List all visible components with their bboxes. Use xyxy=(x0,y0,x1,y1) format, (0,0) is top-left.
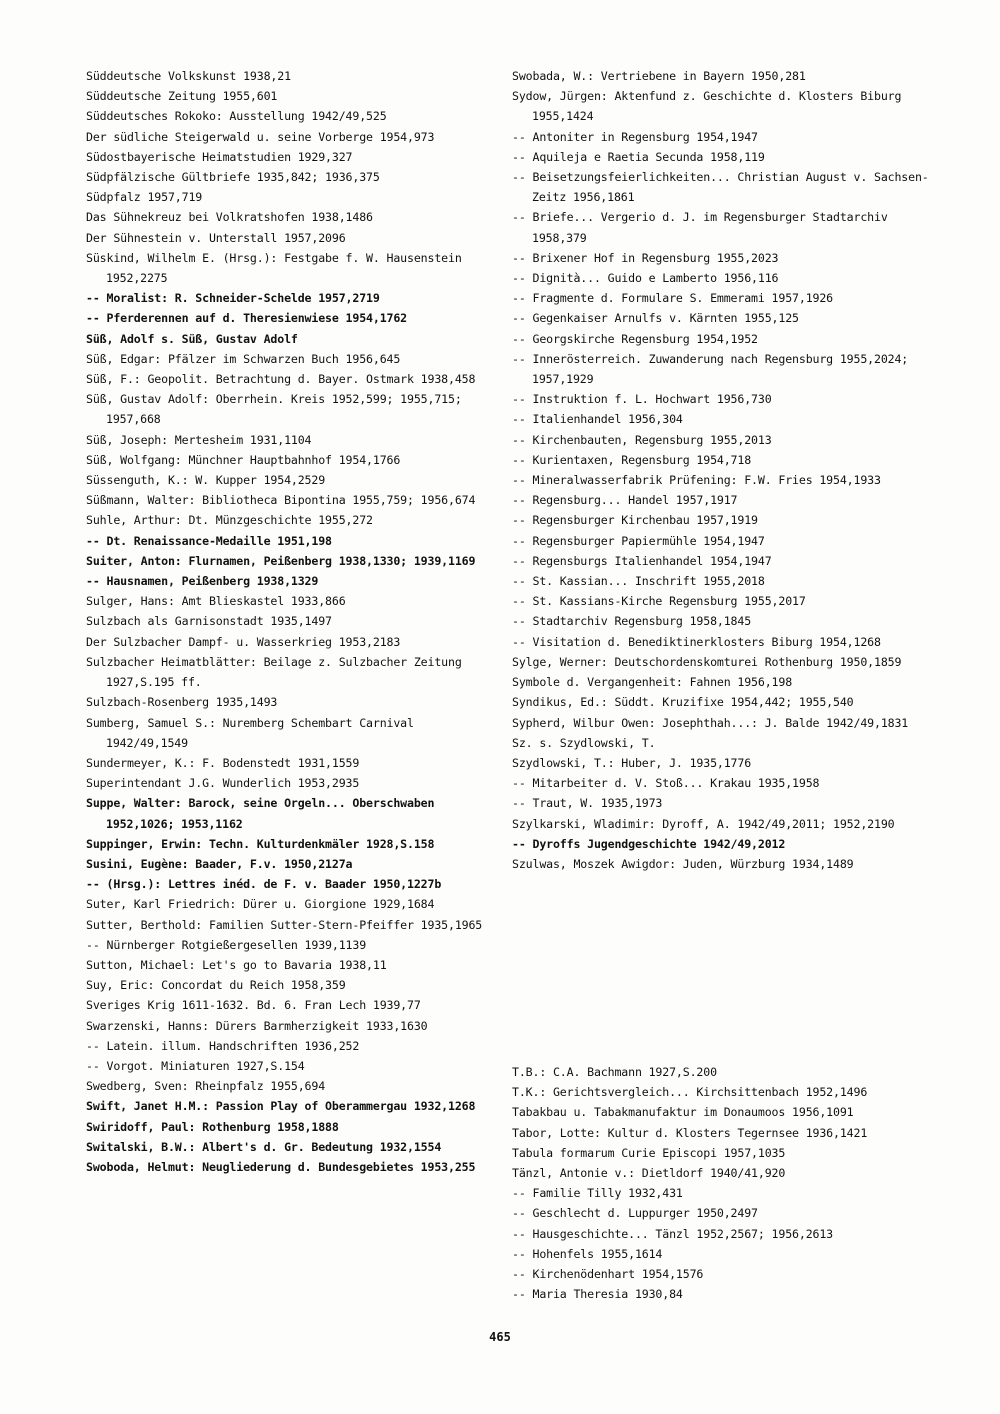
index-entry: Swoboda, Helmut: Neugliederung d. Bundesgebietes 1953,255 xyxy=(86,1159,476,1174)
index-entry: -- Hausnamen, Peißenberg 1938,1329 xyxy=(86,574,319,589)
index-entry: Susini, Eugène: Baader, F.v. 1950,2127a xyxy=(86,856,353,871)
index-entry: Swobada, W.: Vertriebene in Bayern 1950,281 xyxy=(512,69,806,83)
index-entry: -- Latein. illum. Handschriften 1936,252 xyxy=(86,1038,360,1053)
index-entry: Symbole d. Vergangenheit: Fahnen 1956,198 xyxy=(512,675,793,690)
index-entry: -- St. Kassian... Inschrift 1955,2018 xyxy=(512,574,765,589)
index-entry: Sutter, Berthold: Familien Sutter-Stern-Pfeiffer 1935,1965 xyxy=(86,917,483,932)
index-entry: Suiter, Anton: Flurnamen, Peißenberg 1938,1330; 1939,1169 xyxy=(86,553,476,568)
index-entry: Swift, Janet H.M.: Passion Play of Oberammergau 1932,1268 xyxy=(86,1099,476,1114)
index-entry: -- Mineralwasserfabrik Prüfening: F.W. Fries 1954,1933 xyxy=(512,473,881,488)
index-entry: Suppinger, Erwin: Techn. Kulturdenkmäler 1928,S.158 xyxy=(86,836,435,851)
index-entry: -- (Hrsg.): Lettres inéd. de F. v. Baader 1950,1227b xyxy=(86,877,442,892)
index-entry: Süßmann, Walter: Bibliotheca Bipontina 1955,759; 1956,674 xyxy=(86,493,476,508)
index-entry: Süddeutsche Zeitung 1955,601 xyxy=(86,89,278,104)
index-entry: -- Pferderennen auf d. Theresienwiese 1954,1762 xyxy=(86,311,408,326)
index-entry: Tabor, Lotte: Kultur d. Klosters Tegernsee 1936,1421 xyxy=(512,1125,868,1140)
index-entry: Süddeutsches Rokoko: Ausstellung 1942/49,525 xyxy=(86,109,387,124)
index-entry: Sulzbacher Heimatblätter: Beilage z. Sulzbacher Zeitung 1927,S.195 ff. xyxy=(86,654,469,690)
index-entry: Szydlowski, T.: Huber, J. 1935,1776 xyxy=(512,755,752,770)
index-entry: Der Sühnestein v. Unterstall 1957,2096 xyxy=(86,230,346,245)
index-entry: -- Regensburger Kirchenbau 1957,1919 xyxy=(512,513,758,528)
index-entry: Suppe, Walter: Barock, seine Orgeln... Oberschwaben 1952,1026; 1953,1162 xyxy=(86,796,442,831)
index-entry: -- Antoniter in Regensburg 1954,1947 xyxy=(512,129,758,144)
index-entry: -- Moralist: R. Schneider-Schelde 1957,2719 xyxy=(86,291,380,306)
index-entry: -- Kirchenbauten, Regensburg 1955,2013 xyxy=(512,432,772,447)
index-entry: Superintendant J.G. Wunderlich 1953,2935 xyxy=(86,776,360,791)
index-entry: -- Regensburgs Italienhandel 1954,1947 xyxy=(512,553,772,568)
index-entry: Tänzl, Antonie v.: Dietldorf 1940/41,920 xyxy=(512,1166,786,1181)
index-entry: Süß, Edgar: Pfälzer im Schwarzen Buch 1956,645 xyxy=(86,351,401,366)
index-entry: -- Instruktion f. L. Hochwart 1956,730 xyxy=(512,392,772,407)
index-entry: Der Sulzbacher Dampf- u. Wasserkrieg 1953,2183 xyxy=(86,634,401,649)
left-column xyxy=(86,66,496,1177)
index-entry: Suhle, Arthur: Dt. Münzgeschichte 1955,272 xyxy=(86,513,373,528)
index-entry: Sutton, Michael: Let's go to Bavaria 1938,11 xyxy=(86,957,387,972)
index-entry: -- Gegenkaiser Arnulfs v. Kärnten 1955,125 xyxy=(512,311,799,326)
index-entry: Szylkarski, Wladimir: Dyroff, A. 1942/49,2011; 1952,2190 xyxy=(512,816,895,831)
index-entry: Swarzenski, Hanns: Dürers Barmherzigkeit 1933,1630 xyxy=(86,1018,428,1033)
index-entry: -- Brixener Hof in Regensburg 1955,2023 xyxy=(512,250,779,265)
index-entry: -- Traut, W. 1935,1973 xyxy=(512,796,663,811)
index-entry: Südpfälzische Gültbriefe 1935,842; 1936,375 xyxy=(86,170,380,185)
index-entry: Sundermeyer, K.: F. Bodenstedt 1931,1559 xyxy=(86,755,360,770)
index-entry: Süddeutsche Volkskunst 1938,21 xyxy=(86,69,291,83)
index-entry: Sulzbach-Rosenberg 1935,1493 xyxy=(86,695,278,710)
index-entry: Sumberg, Samuel S.: Nuremberg Schembart Carnival 1942/49,1549 xyxy=(86,715,421,750)
index-entry: Suter, Karl Friedrich: Dürer u. Giorgione 1929,1684 xyxy=(86,897,435,912)
index-entry: Sulzbach als Garnisonstadt 1935,1497 xyxy=(86,614,332,629)
index-entry: Syndikus, Ed.: Süddt. Kruzifixe 1954,442; 1955,540 xyxy=(512,695,854,710)
index-entry: -- Dt. Renaissance-Medaille 1951,198 xyxy=(86,533,332,548)
index-entry: Südostbayerische Heimatstudien 1929,327 xyxy=(86,149,353,164)
index-entry: Süssenguth, K.: W. Kupper 1954,2529 xyxy=(86,473,326,488)
index-entry: Süskind, Wilhelm E. (Hrsg.): Festgabe f. W. Hausenstein 1952,2275 xyxy=(86,250,469,286)
index-entry: -- Mitarbeiter d. V. Stoß... Krakau 1935,1958 xyxy=(512,776,820,791)
index-entry: Süß, F.: Geopolit. Betrachtung d. Bayer. Ostmark 1938,458 xyxy=(86,372,476,387)
index-entry: -- Regensburg... Handel 1957,1917 xyxy=(512,493,738,508)
index-entry: Swedberg, Sven: Rheinpfalz 1955,694 xyxy=(86,1079,326,1094)
index-entry: -- Maria Theresia 1930,84 xyxy=(512,1287,683,1302)
index-entry: Switalski, B.W.: Albert's d. Gr. Bedeutung 1932,1554 xyxy=(86,1139,442,1154)
index-entry: -- Hohenfels 1955,1614 xyxy=(512,1246,663,1261)
index-entry: -- Innerösterreich. Zuwanderung nach Regensburg 1955,2024; 1957,1929 xyxy=(512,351,915,387)
index-entry: T.K.: Gerichtsvergleich... Kirchsittenbach 1952,1496 xyxy=(512,1085,868,1100)
index-entry: Süß, Adolf s. Süß, Gustav Adolf xyxy=(86,331,298,346)
index-entry: Süß, Gustav Adolf: Oberrhein. Kreis 1952,599; 1955,715; 1957,668 xyxy=(86,392,469,427)
right-column-bottom xyxy=(512,1062,932,1304)
index-entry: -- Beisetzungsfeierlichkeiten... Christian August v. Sachsen-Zeitz 1956,1861 xyxy=(512,170,929,205)
index-entry: Sydow, Jürgen: Aktenfund z. Geschichte d. Klosters Biburg 1955,1424 xyxy=(512,89,909,124)
index-entry: -- Briefe... Vergerio d. J. im Regensburger Stadtarchiv 1958,379 xyxy=(512,210,895,245)
index-entry: Das Sühnekreuz bei Volkratshofen 1938,1486 xyxy=(86,210,373,225)
index-entry: Der südliche Steigerwald u. seine Vorberge 1954,973 xyxy=(86,129,435,144)
index-entry: -- Kurientaxen, Regensburg 1954,718 xyxy=(512,452,752,467)
index-entry: Szulwas, Moszek Awigdor: Juden, Würzburg 1934,1489 xyxy=(512,856,854,871)
index-entry: -- Regensburger Papiermühle 1954,1947 xyxy=(512,533,765,548)
index-entry: -- Dyroffs Jugendgeschichte 1942/49,2012 xyxy=(512,836,786,851)
index-entry: -- Stadtarchiv Regensburg 1958,1845 xyxy=(512,614,752,629)
index-entry: Tabula formarum Curie Episcopi 1957,1035 xyxy=(512,1145,786,1160)
index-entry: -- Geschlecht d. Luppurger 1950,2497 xyxy=(512,1206,758,1221)
index-entry: -- Vorgot. Miniaturen 1927,S.154 xyxy=(86,1058,305,1073)
index-entry: Sveriges Krig 1611-1632. Bd. 6. Fran Lech 1939,77 xyxy=(86,998,421,1013)
index-entry: Süß, Joseph: Mertesheim 1931,1104 xyxy=(86,432,312,447)
index-entry: -- Kirchenödenhart 1954,1576 xyxy=(512,1267,704,1282)
index-entry: Südpfalz 1957,719 xyxy=(86,190,203,205)
index-entry: Sypherd, Wilbur Owen: Josephthah...: J. Balde 1942/49,1831 xyxy=(512,715,909,730)
index-entry: -- Fragmente d. Formulare S. Emmerami 1957,1926 xyxy=(512,291,834,306)
index-entry: -- Aquileja e Raetia Secunda 1958,119 xyxy=(512,149,765,164)
index-entry: -- Dignità... Guido e Lamberto 1956,116 xyxy=(512,271,779,286)
index-entry: Sulger, Hans: Amt Blieskastel 1933,866 xyxy=(86,594,346,609)
index-entry: -- Visitation d. Benediktinerklosters Biburg 1954,1268 xyxy=(512,634,881,649)
index-entry: -- Nürnberger Rotgießergesellen 1939,1139 xyxy=(86,937,367,952)
index-entry: -- Georgskirche Regensburg 1954,1952 xyxy=(512,331,758,346)
index-entry: -- Italienhandel 1956,304 xyxy=(512,412,683,427)
right-column-top xyxy=(512,66,932,874)
index-entry: T.B.: C.A. Bachmann 1927,S.200 xyxy=(512,1065,717,1079)
index-entry: Sylge, Werner: Deutschordenskomturei Rothenburg 1950,1859 xyxy=(512,654,902,669)
index-entry: -- St. Kassians-Kirche Regensburg 1955,2017 xyxy=(512,594,806,609)
index-entry: Swiridoff, Paul: Rothenburg 1958,1888 xyxy=(86,1119,339,1134)
index-entry: Sz. s. Szydlowski, T. xyxy=(512,735,656,750)
index-entry: -- Familie Tilly 1932,431 xyxy=(512,1186,683,1201)
index-entry: Tabakbau u. Tabakmanufaktur im Donaumoos 1956,1091 xyxy=(512,1105,854,1120)
index-entry: -- Hausgeschichte... Tänzl 1952,2567; 1956,2613 xyxy=(512,1226,834,1241)
page-number: 465 xyxy=(489,1330,511,1344)
index-entry: Süß, Wolfgang: Münchner Hauptbahnhof 1954,1766 xyxy=(86,452,401,467)
index-entry: Suy, Eric: Concordat du Reich 1958,359 xyxy=(86,978,346,993)
